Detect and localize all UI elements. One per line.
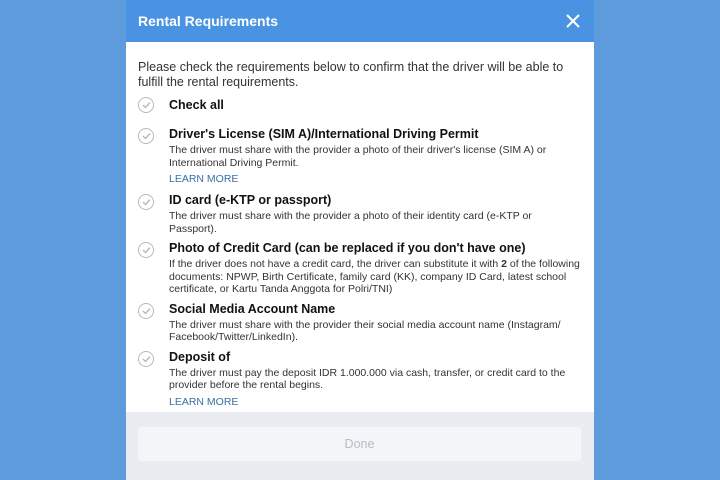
modal-footer bbox=[126, 412, 594, 480]
requirement-checkbox[interactable] bbox=[138, 351, 154, 367]
learn-more-link[interactable]: LEARN MORE bbox=[169, 395, 239, 408]
description-count: 2 bbox=[501, 258, 507, 270]
requirement-title: Photo of Credit Card (can be replaced if you don't have one) bbox=[169, 241, 526, 255]
requirement-description: The driver must share with the provider their social media account name (Instagram/ Facebook/Twitter/LinkedIn). bbox=[169, 318, 561, 343]
description-text: If the driver does not have a credit card, the driver can substitute it with bbox=[169, 258, 502, 270]
requirement-description: The driver must pay the deposit IDR 1.000.000 via cash, transfer, or credit card to the provider before the rental begins. bbox=[169, 366, 566, 391]
modal-title: Rental Requirements bbox=[138, 13, 279, 29]
requirement-item-credit-card bbox=[138, 241, 582, 296]
requirement-title: Deposit of bbox=[169, 349, 231, 364]
requirement-title: Social Media Account Name bbox=[169, 301, 336, 316]
close-icon bbox=[566, 14, 580, 28]
checkmark-icon bbox=[142, 132, 151, 140]
done-button[interactable]: Done bbox=[138, 427, 581, 461]
checkmark-icon bbox=[142, 355, 151, 363]
description-text: of the following documents: NPWP, Birth Certificate, family card (KK), company ID Card, latest school certificate, or Kartu Tanda Anggota for Polri/TNI) bbox=[169, 258, 580, 295]
close-button[interactable] bbox=[564, 12, 582, 30]
requirement-description: The driver must share with the provider a photo of their identity card (e-KTP or Passport). bbox=[169, 210, 532, 235]
requirement-item-deposit bbox=[138, 350, 582, 410]
requirement-checkbox[interactable] bbox=[138, 194, 154, 210]
requirement-title: Driver's License (SIM A)/International Driving Permit bbox=[169, 127, 479, 141]
rental-requirements-modal bbox=[126, 0, 594, 480]
check-all-checkbox[interactable] bbox=[138, 97, 154, 113]
requirement-description: The driver must share with the provider a photo of their driver's license (SIM A) or International Driving Permit. bbox=[169, 144, 547, 169]
learn-more-link[interactable]: LEARN MORE bbox=[169, 173, 239, 185]
requirement-checkbox[interactable] bbox=[138, 303, 154, 319]
checkmark-icon bbox=[142, 101, 151, 109]
checkmark-icon bbox=[142, 307, 151, 315]
requirement-title: ID card (e-KTP or passport) bbox=[169, 193, 332, 207]
modal-body bbox=[126, 42, 594, 410]
requirement-checkbox[interactable] bbox=[138, 128, 154, 144]
checkmark-icon bbox=[142, 246, 151, 254]
modal-header bbox=[126, 0, 594, 42]
requirement-item-social-media bbox=[138, 302, 582, 344]
check-all-row[interactable] bbox=[138, 97, 582, 113]
intro-text: Please check the requirements below to confirm that the driver will be able to fulfill the rental requirements. bbox=[138, 60, 564, 89]
requirement-item-drivers-license bbox=[138, 127, 582, 187]
requirement-checkbox[interactable] bbox=[138, 242, 154, 258]
requirement-description bbox=[169, 258, 582, 296]
checkmark-icon bbox=[142, 198, 151, 206]
check-all-label: Check all bbox=[169, 97, 224, 112]
requirement-item-id-card bbox=[138, 193, 582, 235]
